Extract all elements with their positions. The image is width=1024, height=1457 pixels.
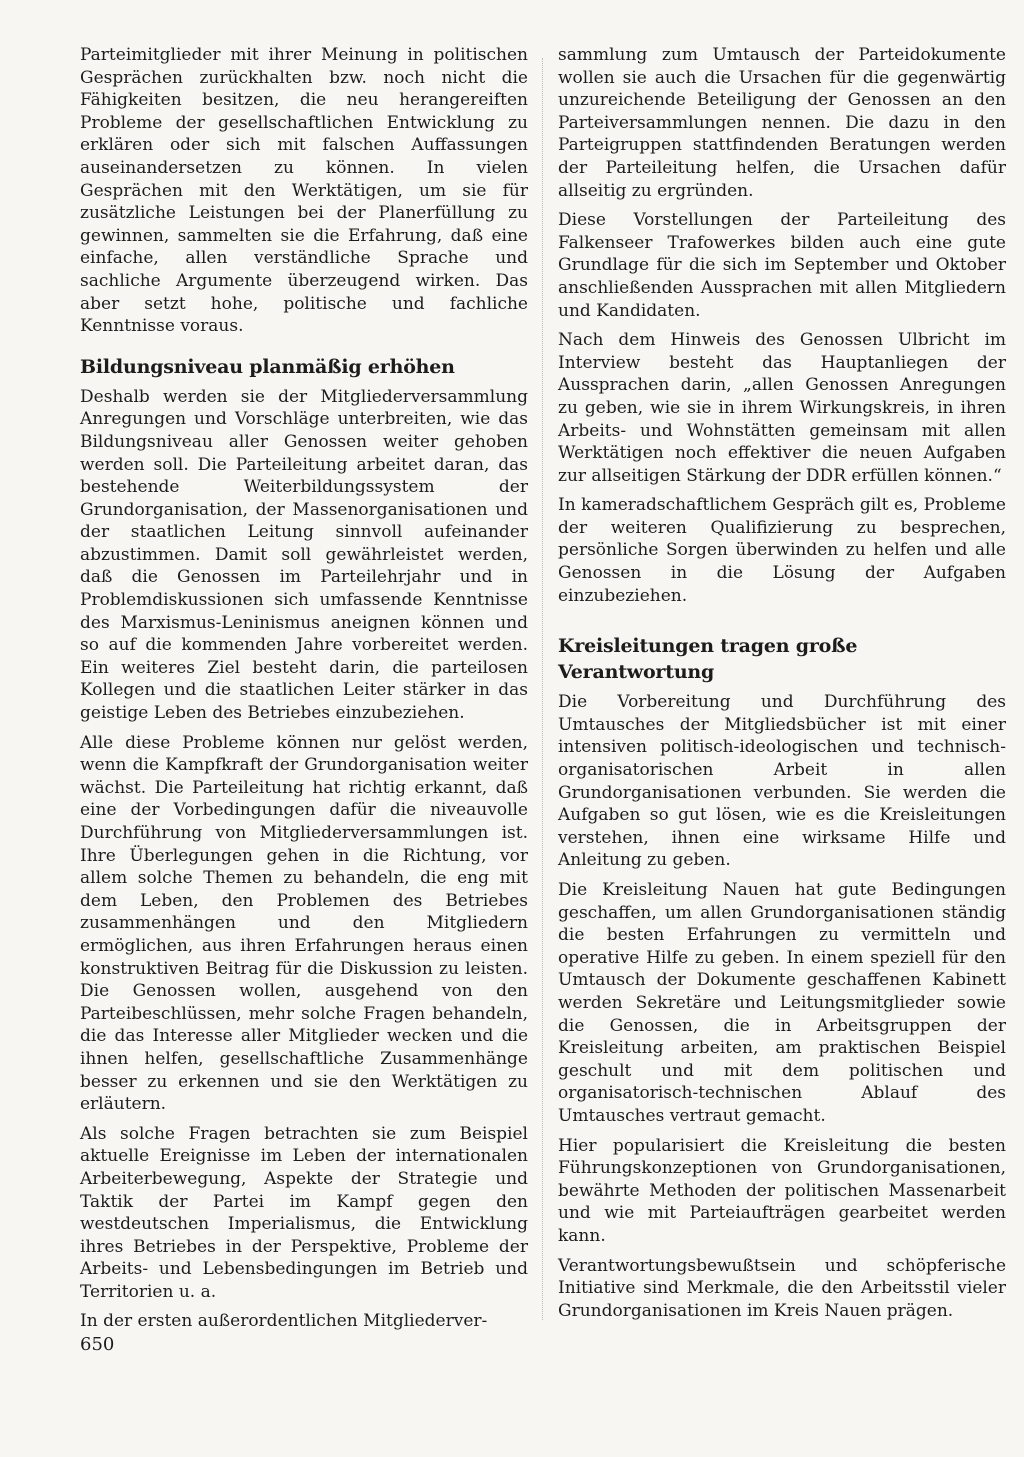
- paragraph: Parteimitglieder mit ihrer Meinung in politischen Gesprächen zurückhalten bzw. noch nicht die Fähigkeiten besitzen, die neu herangereiften Probleme der gesellschaftlichen Entwicklung zu erklären oder sich mit falschen Auffassungen auseinandersetzen zu können. In vielen Gesprächen mit den Werktätigen, um sie für zusätzliche Leistungen bei der Planerfüllung zu gewinnen, sammelten sie die Erfahrung, daß eine einfache, allen verständliche Sprache und sachliche Argumente überzeugend wirken. Das aber setzt hohe, politische und fachliche Kenntnisse voraus.: [80, 45, 528, 337]
- page-number: 650: [80, 1334, 115, 1355]
- paragraph: Nach dem Hinweis des Genossen Ulbricht im Interview besteht das Hauptanliegen der Aussprachen darin, „allen Genossen Anregungen zu geben, wie sie in ihrem Wirkungskreis, in ihren Arbeits- und Wohnstätten gemeinsam mit allen Werktätigen noch effektiver die neuen Aufgaben zur allseitigen Stärkung der DDR erfüllen können.“: [558, 330, 1006, 486]
- column-divider: [542, 58, 543, 1320]
- section-heading: Kreisleitungen tragen große Verantwortung: [558, 635, 858, 684]
- section-heading: Bildungsniveau planmäßig erhöhen: [80, 355, 455, 378]
- right-column: [558, 44, 1006, 1329]
- paragraph: Verantwortungsbewußtsein und schöpferische Initiative sind Merkmale, die den Arbeitsstil vieler Grundorganisationen im Kreis Nauen prägen.: [558, 1255, 1006, 1321]
- paragraph: Als solche Fragen betrachten sie zum Beispiel aktuelle Ereignisse im Leben der internationalen Arbeiterbewegung, Aspekte der Strategie und Taktik der Partei im Kampf gegen den westdeutschen Imperialismus, die Entwicklung ihres Betriebes in der Perspektive, Probleme der Arbeits- und Lebensbedingungen im Betrieb und Territorien u. a.: [80, 1123, 528, 1302]
- paragraph: Alle diese Probleme können nur gelöst werden, wenn die Kampfkraft der Grundorganisation weiter wächst. Die Parteileitung hat richtig erkannt, daß eine der Vorbedingungen dafür die niveauvolle Durchführung von Mitgliederversammlungen ist. Ihre Überlegungen gehen in die Richtung, vor allem solche Themen zu behandeln, die eng mit dem Leben, den Problemen des Betriebes zusammenhängen und den Mitgliedern ermöglichen, aus ihren Erfahrungen heraus einen konstruktiven Beitrag für die Diskussion zu leisten. Die Genossen wollen, ausgehend von den Parteibeschlüssen, mehr solche Fragen behandeln, die das Interesse aller Mitglieder wecken und die ihnen helfen, gesellschaftliche Zusammenhänge besser zu erkennen und sie den Werktätigen zu erläutern.: [80, 732, 528, 1115]
- paragraph: sammlung zum Umtausch der Parteidokumente wollen sie auch die Ursachen für die gegenwärtig unzureichende Beteiligung der Genossen an den Parteiversammlungen nennen. Die dazu in den Parteigruppen stattfindenden Beratungen werden der Parteileitung helfen, die Ursachen dafür allseitig zu ergründen.: [558, 45, 1006, 201]
- paragraph: Die Kreisleitung Nauen hat gute Bedingungen geschaffen, um allen Grundorganisationen ständig die besten Erfahrungen zu vermitteln und operative Hilfe zu geben. In einem speziell für den Umtausch der Dokumente geschaffenen Kabinett werden Sekretäre und Leitungsmitglieder sowie die Genossen, die in Arbeitsgruppen der Kreisleitung arbeiten, am praktischen Beispiel geschult und mit dem politischen und organisatorisch-technischen Ablauf des Umtausches vertraut gemacht.: [558, 880, 1006, 1126]
- left-column: [80, 44, 528, 1340]
- paragraph: Diese Vorstellungen der Parteileitung des Falkenseer Trafowerkes bilden auch eine gute Grundlage für die sich im September und Oktober anschließenden Aussprachen mit allen Mitgliedern und Kandidaten.: [558, 210, 1006, 321]
- paragraph: In kameradschaftlichem Gespräch gilt es, Probleme der weiteren Qualifizierung zu besprechen, persönliche Sorgen überwinden zu helfen und alle Genossen in die Lösung der Aufgaben einzubeziehen.: [558, 495, 1006, 606]
- paragraph: In der ersten außerordentlichen Mitgliederver-: [80, 1311, 488, 1332]
- paragraph: Hier popularisiert die Kreisleitung die besten Führungskonzeptionen von Grundorganisationen, bewährte Methoden der politischen Massenarbeit und wie mit Parteiaufträgen gearbeitet werden kann.: [558, 1135, 1006, 1246]
- paragraph: Die Vorbereitung und Durchführung des Umtausches der Mitgliedsbücher ist mit einer intensiven politisch-ideologischen und technisch-organisatorischen Arbeit in allen Grundorganisationen verbunden. Sie werden die Aufgaben so gut lösen, wie es die Kreisleitungen verstehen, ihnen eine wirksame Hilfe und Anleitung zu geben.: [558, 692, 1006, 871]
- paragraph: Deshalb werden sie der Mitgliederversammlung Anregungen und Vorschläge unterbreiten, wie das Bildungsniveau aller Genossen weiter gehoben werden soll. Die Parteileitung arbeitet daran, das bestehende Weiterbildungssystem der Grundorganisation, der Massenorganisationen und der staatlichen Leitung sinnvoll aufeinander abzustimmen. Damit soll gewährleistet werden, daß die Genossen im Parteilehrjahr und in Problemdiskussionen sich umfassende Kenntnisse des Marxismus-Leninismus aneignen können und so auf die kommenden Jahre vorbereitet werden. Ein weiteres Ziel besteht darin, die parteilosen Kollegen und die staatlichen Leiter stärker in das geistige Leben des Betriebes einzubeziehen.: [80, 386, 528, 724]
